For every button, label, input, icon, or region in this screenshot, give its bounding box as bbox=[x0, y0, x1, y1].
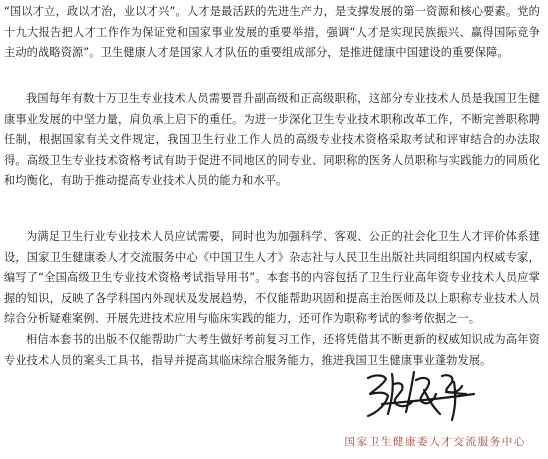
organization-name: 国家卫生健康委人才交流服务中心 bbox=[344, 436, 526, 448]
paragraph-2: 我国每年有数十万卫生专业技术人员需要晋升副高级和正高级职称，这部分专业技术人员是我国卫生健康事业发展的中坚力量，肩负承上启下的重任。为进一步深化卫生专业技术职称改革工作，不断完善职称聘任制，根据国家有关文件规定，我国卫生行业工作人员的高级专业技术资格采取考试和评审结合的办法取得。高级卫生专业技术资格考试有助于促进不同地区的同专业、同职称的医务人员职称与实践能力的同质化和均衡化，有助于推动提高专业技术人员的能力和水平。 bbox=[4, 92, 540, 187]
paragraph-3: 为满足卫生行业专业技术人员应试需要，同时也为加强科学、客观、公正的社会化卫生人才评价体系建设，国家卫生健康委人才交流服务中心《中国卫生人才》杂志社与人民卫生出版社共同组织国内权威专家，编写了“全国高级卫生专业技术资格考试指导用书”。本套书的内容包括了卫生行业高年资专业技术人员应掌握的知识，反映了各学科国内外现状及发展趋势，不仅能帮助巩固和提高主治医师及以上职称专业技术人员综合分析疑难案例、开展先进技术应用与临床实践的能力，还可作为职称考试的参考依据之一。 bbox=[4, 230, 540, 325]
paragraph-1: “国以才立，政以才治，业以才兴”。人才是最活跃的先进生产力，是支撑发展的第一资源和核心要素。党的十九大报告把人才工作作为保证党和国家事业发展的重要举措，强调“人才是实现民族振兴、赢得国际竞争主动的战略资源”。卫生健康人才是国家人才队伍的重要组成部分，是推进健康中国建设的重要保障。 bbox=[4, 5, 540, 59]
handwritten-signature bbox=[362, 364, 480, 426]
paragraph-4: 相信本套书的出版不仅能帮助广大考生做好考前复习工作，还将凭借其不断更新的权威知识成为高年资专业技术人员的案头工具书，指导并提高其临床综合服务能力，推进我国卫生健康事业蓬勃发展。 bbox=[4, 333, 540, 367]
